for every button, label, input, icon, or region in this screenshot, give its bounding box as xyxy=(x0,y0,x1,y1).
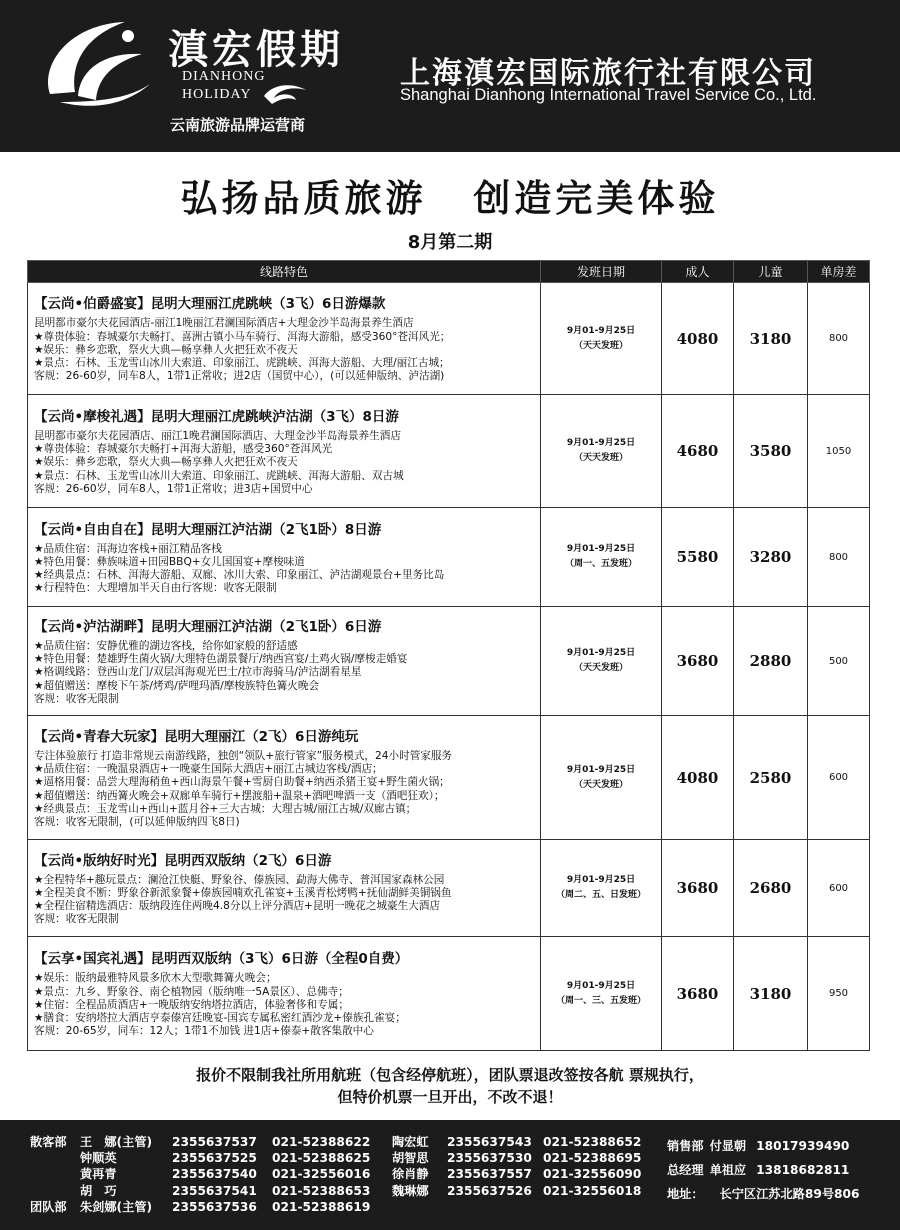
contact-row xyxy=(392,1183,653,1199)
route-title: 【云尚•青春大玩家】昆明大理丽江（2飞）6日游纯玩 xyxy=(34,728,359,745)
route-desc-cell xyxy=(28,283,541,395)
route-detail-line: ★格调线路：登西山龙门/双层洱海观光巴士/拉市海骑马/泸沽湖看星星 xyxy=(34,666,362,679)
single-supplement: 1050 xyxy=(808,395,870,508)
departure-range: 9月01-9月25日 xyxy=(566,980,636,991)
departure-date-cell xyxy=(541,607,662,716)
route-detail-line: ★全程特华+趣玩景点：澜沧江快艇、野象谷、傣族园、勐海大佛寺、普洱国家森林公园 xyxy=(34,873,445,886)
departure-date-cell xyxy=(541,716,662,840)
contact-block-right xyxy=(667,1134,859,1206)
table-header-row xyxy=(28,261,870,283)
contact-phone: 2355637537 xyxy=(172,1135,257,1149)
route-title: 【云尚•伯爵盛宴】昆明大理丽江虎跳峡（3飞）6日游爆款 xyxy=(34,296,386,313)
route-detail-line: ★娱乐：彝乡恋歌，祭火大典—畅享彝人火把狂欢不夜天 xyxy=(34,343,298,356)
col-header-date: 发班日期 xyxy=(541,261,662,283)
route-detail-line: ★全程住宿精选酒店：版纳段连住两晚4.8分以上评分酒店+昆明一晚花之城豪生大酒店 xyxy=(34,900,440,912)
departure-date-cell xyxy=(541,508,662,607)
table-row xyxy=(28,283,870,395)
contact-name: 魏琳娜 xyxy=(392,1183,429,1198)
contact-tel: 021-32556016 xyxy=(272,1167,371,1182)
contact-name: 胡 巧 xyxy=(80,1183,117,1198)
departure-date-cell xyxy=(541,840,662,937)
child-price: 3280 xyxy=(734,508,808,607)
single-supplement: 600 xyxy=(808,840,870,937)
adult-price: 3680 xyxy=(662,840,734,937)
col-header-single: 单房差 xyxy=(808,261,870,283)
single-supplement: 950 xyxy=(808,937,870,1051)
child-price: 3180 xyxy=(734,937,808,1051)
route-detail-line: 客规：收客无限制 xyxy=(34,692,119,705)
child-price: 2580 xyxy=(734,716,808,840)
contact-tel: 021-52388625 xyxy=(272,1151,371,1166)
dept-label: 散客部 xyxy=(30,1135,67,1149)
contact-label: 总经理 xyxy=(667,1163,704,1177)
route-desc-cell xyxy=(28,395,541,508)
contact-tel: 021-52388695 xyxy=(543,1151,642,1166)
brand-slogan: 云南旅游品牌运营商 xyxy=(170,116,306,134)
route-detail-line: 客规：20-65岁，同车：12人；1带1不加钱 进1店+傣泰+散客集散中心 xyxy=(34,1025,374,1038)
adult-price: 3680 xyxy=(662,937,734,1051)
contact-tel: 021-52388653 xyxy=(272,1183,371,1198)
single-supplement: 800 xyxy=(808,508,870,607)
brand-en-line-2: HOLIDAY xyxy=(182,87,252,102)
departure-date-cell xyxy=(541,283,662,395)
contact-name: 胡智思 xyxy=(392,1151,429,1166)
adult-price: 4680 xyxy=(662,395,734,508)
route-detail-line: ★品质住宿：洱海边客栈+丽江精品客栈 xyxy=(34,542,222,555)
route-title: 【云尚•摩梭礼遇】昆明大理丽江虎跳峡泸沽湖（3飞）8日游 xyxy=(34,408,399,425)
contact-row xyxy=(392,1134,653,1150)
route-detail-line: 昆明都市豪尔夫花园酒店、丽江1晚君澜国际酒店、大理金沙半岛海景养生酒店 xyxy=(34,429,401,442)
contact-row xyxy=(667,1182,859,1206)
contact-name: 朱剑娜(主管) xyxy=(80,1199,153,1214)
contact-phone: 2355637543 xyxy=(447,1135,532,1149)
contact-name: 付显朝 xyxy=(709,1139,747,1153)
departure-schedule: （周一、三、五发班） xyxy=(555,995,646,1006)
route-detail-line: ★尊贵体验：春城豪尔夫畅打、喜洲古镇小马车骑行、洱海大游船，感受360°苍洱风光； xyxy=(34,330,451,343)
route-detail-line: 客规：收客无限制，(可以延伸版纳四飞8日) xyxy=(34,815,240,828)
route-desc-cell xyxy=(28,937,541,1051)
route-desc-cell xyxy=(28,716,541,840)
contact-row xyxy=(30,1134,382,1150)
adult-price: 4080 xyxy=(662,716,734,840)
route-detail-line: ★特色用餐：彝族味道+田园BBQ+女儿国国宴+摩梭味道 xyxy=(34,555,305,568)
contact-name: 陶宏虹 xyxy=(392,1135,429,1149)
dept-label: 团队部 xyxy=(30,1199,67,1214)
route-detail-line: ★景点：石林、玉龙雪山冰川大索道、印象丽江、虎跳峡、洱海大游船、大理/丽江古城； xyxy=(34,357,450,370)
child-price: 2880 xyxy=(734,607,808,716)
route-detail-line: ★膳食：安纳塔拉大酒店亨泰傣宫廷晚宴-国宾专属私密红酒沙龙+傣族孔雀宴； xyxy=(34,1012,406,1025)
departure-range: 9月01-9月25日 xyxy=(566,764,636,775)
contact-tel: 021-52388652 xyxy=(543,1135,642,1149)
route-detail-line: ★超值赠送：摩梭下午茶/烤鸡/萨哩玛酒/摩梭族特色篝火晚会 xyxy=(34,679,320,692)
contact-name: 钟顺英 xyxy=(80,1151,117,1166)
table-row xyxy=(28,395,870,508)
route-detail-line: ★品质住宿：安静优雅的湖边客栈，给你如家般的舒适感 xyxy=(34,639,298,652)
contact-row xyxy=(30,1199,382,1215)
col-header-adult: 成人 xyxy=(662,261,734,283)
contact-value: 13818682811 xyxy=(756,1163,850,1177)
table-row xyxy=(28,607,870,716)
swirl-icon xyxy=(262,80,310,106)
departure-schedule: （天天发班） xyxy=(573,663,628,673)
table-row xyxy=(28,508,870,607)
contact-bar xyxy=(0,1120,900,1230)
header-banner xyxy=(0,0,900,152)
company-name-cn: 上海滇宏国际旅行社有限公司 xyxy=(400,56,816,91)
contact-phone: 2355637536 xyxy=(172,1199,257,1214)
route-detail-line: 客规：收客无限制 xyxy=(34,913,119,926)
child-price: 3580 xyxy=(734,395,808,508)
contact-row xyxy=(30,1183,382,1199)
contact-row xyxy=(392,1150,653,1166)
route-detail-line: ★景点：九乡、野象谷、南仑植物园（版纳唯一5A景区）、总佛寺； xyxy=(34,985,349,998)
table-row xyxy=(28,840,870,937)
route-table xyxy=(27,260,870,1051)
route-title: 【云尚•版纳好时光】昆明西双版纳（2飞）6日游 xyxy=(34,852,332,869)
route-detail-line: ★品质住宿：一晚温泉酒店+一晚豪生国际大酒店+丽江古城边客栈/酒店； xyxy=(34,763,383,776)
departure-schedule: （天天发班） xyxy=(573,779,628,790)
route-detail-line: ★全程美食不断：野象谷新派象餐+傣族园喃欢孔雀宴+玉溪青松烤鸭+抚仙湖鲜美铜锅鱼 xyxy=(34,886,452,899)
contact-block-left xyxy=(30,1134,382,1215)
contact-phone: 2355637526 xyxy=(447,1183,532,1198)
contact-label: 销售部 xyxy=(667,1139,704,1153)
route-title: 【云尚•自由自在】昆明大理丽江泸沽湖（2飞1卧）8日游 xyxy=(34,521,382,538)
contact-name: 黄再青 xyxy=(80,1167,117,1182)
contact-phone: 2355637541 xyxy=(172,1183,257,1198)
table-row xyxy=(28,716,870,840)
contact-row xyxy=(392,1166,653,1182)
contact-row xyxy=(30,1166,382,1182)
adult-price: 5580 xyxy=(662,508,734,607)
route-detail-line: ★景点：石林、玉龙雪山冰川大索道、印象丽江、虎跳峡、洱海大游船、双古城 xyxy=(34,469,404,482)
route-detail-line: ★娱乐：版纳最雅特风景多欣木大型歌舞篝火晚会； xyxy=(34,972,277,985)
departure-range: 9月01-9月25日 xyxy=(566,438,636,448)
contact-label: 地址： xyxy=(667,1187,704,1201)
brand-name-en xyxy=(182,68,265,104)
main-title: 弘扬品质旅游 创造完美体验 xyxy=(180,177,720,220)
brand-name-cn: 滇宏假期 xyxy=(168,26,344,73)
contact-value: 18017939490 xyxy=(756,1139,850,1153)
table-row xyxy=(28,937,870,1051)
contact-phone: 2355637557 xyxy=(447,1167,532,1182)
contact-block-middle xyxy=(392,1134,653,1199)
route-detail-line: 客规：26-60岁，同车8人，1带1正常收；进3店+国贸中心 xyxy=(34,482,313,495)
route-title: 【云享•国宾礼遇】昆明西双版纳（3飞）6日游（全程0自费） xyxy=(34,951,409,968)
departure-schedule: （天天发班） xyxy=(573,340,628,351)
dianhong-logo-icon xyxy=(30,14,160,114)
contact-name: 徐肖静 xyxy=(392,1167,429,1182)
issue-label: 8月第二期 xyxy=(407,232,493,253)
contact-row xyxy=(30,1150,382,1166)
contact-name: 单祖应 xyxy=(709,1163,747,1177)
departure-date-cell xyxy=(541,395,662,508)
route-detail-line: ★特色用餐：楚雄野生菌火锅/大理特色湖景餐厅/纳西宫宴/土鸡火锅/摩梭走婚宴 xyxy=(34,653,408,666)
contact-row xyxy=(667,1158,859,1182)
route-detail-line: ★经典景点：玉龙雪山+西山+蓝月谷+三大古城：大理古城/丽江古城/双廊古镇； xyxy=(34,802,417,815)
departure-range: 9月01-9月25日 xyxy=(566,544,636,554)
brand-en-line-1: DIANHONG xyxy=(182,69,266,84)
route-detail-line: ★逼格用餐：品尝大理海稍鱼+西山海景午餐+雪厨自助餐+纳西杀猪王宴+野生菌火锅； xyxy=(34,776,450,789)
contact-value: 长宁区江苏北路89号806 xyxy=(719,1187,860,1201)
route-detail-line: 专注体验旅行 打造非常规云南游线路，独创“领队+旅行管家”服务模式，24小时管家服务 xyxy=(34,749,453,762)
route-desc-cell xyxy=(28,508,541,607)
route-detail-line: 客规：26-60岁，同车8人，1带1正常收；进2店（国贸中心），(可以延伸版纳、泸沽湖) xyxy=(34,370,445,383)
note-line-1: 报价不限制我社所用航班（包含经停航班），团队票退改签按各航 票规执行， xyxy=(196,1066,704,1084)
departure-range: 9月01-9月25日 xyxy=(566,648,636,658)
contact-phone: 2355637540 xyxy=(172,1167,257,1182)
contact-tel: 021-52388622 xyxy=(272,1135,371,1149)
route-detail-line: ★尊贵体验：春城豪尔夫畅打+洱海大游船，感受360°苍洱风光 xyxy=(34,443,333,456)
route-detail-line: ★经典景点：石林、洱海大游船、双廊、冰川大索、印象丽江、泸沽湖观景台+里务比岛 xyxy=(34,569,445,581)
route-detail-line: ★行程特色：大理增加半天自由行客规：收客无限制 xyxy=(34,582,277,595)
col-header-child: 儿童 xyxy=(734,261,808,283)
departure-schedule: （周二、五、日发班） xyxy=(555,890,646,900)
route-detail-line: ★超值赠送：纳西篝火晚会+双廊单车骑行+摆渡船+温泉+酒吧啤酒一支（酒吧狂欢）； xyxy=(34,789,445,802)
contact-tel: 021-32556090 xyxy=(543,1167,642,1182)
single-supplement: 800 xyxy=(808,283,870,395)
departure-range: 9月01-9月25日 xyxy=(566,325,636,336)
departure-schedule: （周一、五发班） xyxy=(564,559,637,569)
departure-date-cell xyxy=(541,937,662,1051)
route-detail-line: ★娱乐：彝乡恋歌，祭火大典—畅享彝人火把狂欢不夜天 xyxy=(34,456,298,469)
col-header-route: 线路特色 xyxy=(28,261,541,283)
note-line-2: 但特价机票一旦开出，不改不退！ xyxy=(337,1088,563,1106)
adult-price: 4080 xyxy=(662,283,734,395)
contact-name: 王 娜(主管) xyxy=(80,1135,153,1149)
contact-tel: 021-52388619 xyxy=(272,1199,371,1214)
departure-range: 9月01-9月25日 xyxy=(566,875,636,885)
ticket-policy-note xyxy=(0,1064,900,1108)
departure-schedule: （天天发班） xyxy=(573,453,628,463)
adult-price: 3680 xyxy=(662,607,734,716)
route-title: 【云尚•泸沽湖畔】昆明大理丽江泸沽湖（2飞1卧）6日游 xyxy=(34,618,382,635)
contact-phone: 2355637525 xyxy=(172,1151,257,1166)
contact-phone: 2355637530 xyxy=(447,1151,532,1166)
route-desc-cell xyxy=(28,607,541,716)
contact-tel: 021-32556018 xyxy=(543,1183,642,1198)
single-supplement: 600 xyxy=(808,716,870,840)
route-desc-cell xyxy=(28,840,541,937)
route-detail-line: ★住宿：全程品质酒店+一晚版纳安纳塔拉酒店，体验奢侈和专属； xyxy=(34,998,349,1011)
single-supplement: 500 xyxy=(808,607,870,716)
contact-row xyxy=(667,1134,859,1158)
child-price: 2680 xyxy=(734,840,808,937)
company-name-en: Shanghai Dianhong International Travel Service Co., Ltd. xyxy=(400,86,817,104)
child-price: 3180 xyxy=(734,283,808,395)
route-detail-line: 昆明都市豪尔夫花园酒店-丽江1晚丽江君澜国际酒店+大理金沙半岛海景养生酒店 xyxy=(34,317,414,330)
